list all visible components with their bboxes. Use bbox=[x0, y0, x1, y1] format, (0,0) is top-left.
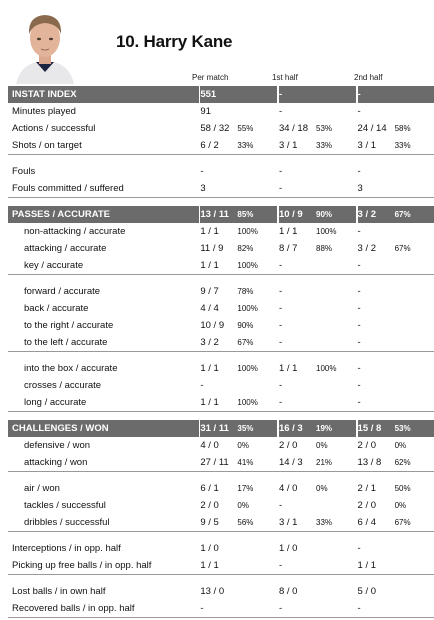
player-header bbox=[0, 0, 434, 88]
stat-label: into the box / accurate bbox=[24, 363, 118, 374]
second-half-percent bbox=[395, 163, 434, 180]
second-half-percent: 50% bbox=[394, 484, 411, 493]
first-half-percent bbox=[316, 103, 356, 120]
stat-label: INSTAT INDEX bbox=[8, 86, 199, 103]
per-match-percent: 100% bbox=[237, 394, 277, 412]
stat-row bbox=[8, 103, 434, 120]
spacer-cell bbox=[8, 412, 434, 421]
first-half-percent bbox=[316, 334, 356, 352]
per-match-value: 1 / 1 bbox=[200, 363, 219, 374]
stat-label: PASSES / ACCURATE bbox=[8, 206, 199, 223]
spacer-row bbox=[8, 532, 434, 541]
per-match-value: - bbox=[200, 600, 237, 618]
second-half-value: - bbox=[358, 86, 395, 103]
stat-label: long / accurate bbox=[8, 394, 199, 412]
per-match-percent: 100% bbox=[237, 364, 258, 373]
second-half-percent: 67% bbox=[395, 206, 434, 223]
spacer-row bbox=[8, 198, 434, 207]
first-half-value: - bbox=[278, 500, 283, 511]
stat-label: Lost balls / in own half bbox=[12, 586, 106, 597]
spacer-cell bbox=[8, 275, 434, 284]
first-half-percent bbox=[316, 600, 356, 618]
second-half-value: 1 / 1 bbox=[358, 557, 395, 575]
stat-label: key / accurate bbox=[8, 257, 199, 275]
per-match-percent: 35% bbox=[237, 420, 277, 437]
stat-row bbox=[8, 334, 434, 352]
per-match-percent: 55% bbox=[237, 124, 254, 133]
second-half-percent bbox=[395, 377, 434, 394]
column-header-1st-half: 1st half bbox=[272, 73, 298, 82]
per-match-value: 3 bbox=[200, 180, 237, 198]
per-match-value: 1 / 1 bbox=[200, 257, 237, 275]
second-half-value: 5 / 0 bbox=[357, 586, 377, 597]
per-match-percent bbox=[237, 163, 277, 180]
stat-row bbox=[8, 223, 434, 240]
first-half-percent: 0% bbox=[316, 441, 328, 450]
stat-row bbox=[8, 317, 434, 334]
stat-row bbox=[8, 540, 434, 557]
per-match-percent bbox=[237, 377, 277, 394]
stat-label: Fouls committed / suffered bbox=[8, 180, 199, 198]
first-half-percent: 33% bbox=[316, 514, 356, 532]
per-match-value: 10 / 9 bbox=[200, 320, 225, 331]
per-match-percent: 56% bbox=[237, 514, 277, 532]
section-header-row bbox=[8, 86, 434, 103]
spacer-cell bbox=[8, 155, 434, 164]
first-half-percent: 90% bbox=[316, 206, 356, 223]
first-half-percent: 21% bbox=[316, 454, 356, 472]
column-header-2nd-half: 2nd half bbox=[354, 73, 383, 82]
second-half-percent bbox=[395, 540, 434, 557]
second-half-percent bbox=[395, 86, 434, 103]
second-half-value: 15 / 8 bbox=[358, 420, 395, 437]
per-match-value: 1 / 1 bbox=[200, 557, 237, 575]
first-half-value: 2 / 0 bbox=[278, 440, 298, 451]
first-half-percent: 0% bbox=[316, 484, 328, 493]
stat-label: to the right / accurate bbox=[24, 320, 114, 331]
per-match-value: 4 / 4 bbox=[200, 303, 219, 314]
first-half-value: - bbox=[278, 286, 283, 297]
first-half-value: 1 / 0 bbox=[278, 543, 298, 554]
second-half-value: 3 / 1 bbox=[358, 137, 395, 155]
second-half-value: 2 / 0 bbox=[357, 500, 377, 511]
spacer-row bbox=[8, 412, 434, 421]
second-half-percent bbox=[395, 223, 434, 240]
stat-row bbox=[8, 514, 434, 532]
per-match-percent: 100% bbox=[237, 257, 277, 275]
spacer-cell bbox=[8, 198, 434, 207]
per-match-percent bbox=[237, 180, 277, 198]
second-half-percent bbox=[395, 180, 434, 198]
stat-label: defensive / won bbox=[24, 440, 91, 451]
second-half-value: - bbox=[357, 380, 361, 391]
per-match-value: 3 / 2 bbox=[200, 334, 237, 352]
first-half-percent bbox=[316, 583, 356, 600]
first-half-value: - bbox=[278, 166, 283, 177]
second-half-value: 13 / 8 bbox=[358, 454, 395, 472]
stat-row bbox=[8, 557, 434, 575]
first-half-value: 1 / 1 bbox=[278, 226, 298, 237]
second-half-percent: 0% bbox=[394, 501, 407, 510]
spacer-cell bbox=[8, 575, 434, 584]
first-half-value: 34 / 18 bbox=[278, 123, 308, 134]
per-match-percent bbox=[237, 583, 277, 600]
per-match-value: 2 / 0 bbox=[200, 500, 219, 511]
first-half-value: - bbox=[279, 394, 316, 412]
spacer-row bbox=[8, 472, 434, 481]
first-half-percent bbox=[316, 377, 356, 394]
second-half-value: 3 / 2 bbox=[357, 243, 377, 254]
stat-label: dribbles / successful bbox=[8, 514, 199, 532]
first-half-value: - bbox=[279, 557, 316, 575]
second-half-percent bbox=[395, 583, 434, 600]
spacer-row bbox=[8, 352, 434, 361]
per-match-percent bbox=[237, 86, 277, 103]
stat-label: Shots / on target bbox=[8, 137, 199, 155]
per-match-percent: 78% bbox=[237, 287, 254, 296]
second-half-value: - bbox=[357, 286, 361, 297]
first-half-value: 8 / 0 bbox=[278, 586, 298, 597]
player-photo bbox=[14, 6, 76, 84]
first-half-value: 16 / 3 bbox=[279, 420, 316, 437]
first-half-value: - bbox=[278, 380, 283, 391]
first-half-percent bbox=[316, 283, 356, 300]
second-half-percent: 33% bbox=[395, 137, 434, 155]
per-match-value: 31 / 11 bbox=[200, 420, 237, 437]
first-half-value: 3 / 1 bbox=[279, 514, 316, 532]
stat-label: crosses / accurate bbox=[24, 380, 102, 391]
per-match-value: 9 / 7 bbox=[200, 286, 219, 297]
first-half-percent: 53% bbox=[316, 124, 333, 133]
stat-label: attacking / accurate bbox=[24, 243, 107, 254]
column-header-per-match: Per match bbox=[192, 73, 229, 82]
first-half-percent: 100% bbox=[316, 364, 337, 373]
stat-row bbox=[8, 163, 434, 180]
stat-label: attacking / won bbox=[8, 454, 199, 472]
stat-row bbox=[8, 497, 434, 514]
second-half-value: 2 / 0 bbox=[357, 440, 377, 451]
second-half-value: - bbox=[358, 334, 395, 352]
stat-row bbox=[8, 583, 434, 600]
per-match-value: 58 / 32 bbox=[200, 123, 230, 134]
second-half-value: - bbox=[358, 600, 395, 618]
second-half-percent: 67% bbox=[395, 514, 434, 532]
stat-row bbox=[8, 360, 434, 377]
stats-table bbox=[8, 86, 434, 618]
second-half-percent: 53% bbox=[395, 420, 434, 437]
first-half-percent bbox=[316, 300, 356, 317]
first-half-value: 3 / 1 bbox=[279, 137, 316, 155]
second-half-value: 3 / 2 bbox=[358, 206, 395, 223]
stat-label: back / accurate bbox=[24, 303, 89, 314]
per-match-value: 11 / 9 bbox=[200, 243, 224, 254]
second-half-value: 2 / 1 bbox=[357, 483, 377, 494]
per-match-value: 1 / 0 bbox=[200, 543, 219, 554]
per-match-value: 551 bbox=[200, 86, 237, 103]
per-match-percent bbox=[237, 557, 277, 575]
per-match-value: 91 bbox=[200, 106, 211, 117]
per-match-value: 6 / 2 bbox=[200, 137, 237, 155]
per-match-percent: 90% bbox=[237, 321, 254, 330]
first-half-value: - bbox=[278, 320, 283, 331]
per-match-value: 27 / 11 bbox=[200, 454, 237, 472]
spacer-cell bbox=[8, 472, 434, 481]
second-half-value: 24 / 14 bbox=[357, 123, 387, 134]
second-half-value: 3 bbox=[358, 180, 395, 198]
second-half-percent bbox=[395, 257, 434, 275]
second-half-percent: 0% bbox=[394, 441, 407, 450]
first-half-value: - bbox=[278, 303, 283, 314]
section-header-row bbox=[8, 206, 434, 223]
per-match-value: - bbox=[200, 166, 204, 177]
per-match-value: 6 / 1 bbox=[200, 483, 219, 494]
first-half-percent bbox=[316, 394, 356, 412]
stat-row bbox=[8, 454, 434, 472]
first-half-value: 4 / 0 bbox=[278, 483, 298, 494]
second-half-value: - bbox=[357, 166, 361, 177]
stat-label: Picking up free balls / in opp. half bbox=[8, 557, 199, 575]
per-match-value: - bbox=[200, 380, 204, 391]
stat-row bbox=[8, 283, 434, 300]
first-half-percent bbox=[316, 86, 356, 103]
first-half-percent: 88% bbox=[316, 244, 333, 253]
second-half-value: - bbox=[357, 320, 361, 331]
stat-row bbox=[8, 180, 434, 198]
first-half-percent: 33% bbox=[316, 137, 356, 155]
per-match-percent: 0% bbox=[237, 441, 249, 450]
stat-label: to the left / accurate bbox=[8, 334, 199, 352]
second-half-value: - bbox=[357, 303, 361, 314]
stat-row bbox=[8, 437, 434, 454]
second-half-percent bbox=[395, 360, 434, 377]
second-half-value: - bbox=[357, 363, 361, 374]
per-match-percent bbox=[237, 103, 277, 120]
first-half-percent bbox=[316, 317, 356, 334]
second-half-percent bbox=[395, 600, 434, 618]
stat-row bbox=[8, 120, 434, 137]
first-half-value: - bbox=[279, 86, 316, 103]
per-match-value: 9 / 5 bbox=[200, 514, 237, 532]
second-half-value: - bbox=[358, 257, 395, 275]
first-half-value: 14 / 3 bbox=[279, 454, 316, 472]
per-match-percent bbox=[237, 540, 277, 557]
second-half-percent bbox=[395, 394, 434, 412]
first-half-percent: 100% bbox=[316, 227, 337, 236]
per-match-percent: 100% bbox=[237, 227, 258, 236]
first-half-percent: 19% bbox=[316, 420, 356, 437]
stat-row bbox=[8, 240, 434, 257]
second-half-percent bbox=[395, 317, 434, 334]
stat-label: non-attacking / accurate bbox=[24, 226, 126, 237]
stat-label: CHALLENGES / WON bbox=[8, 420, 199, 437]
player-name: 10. Harry Kane bbox=[116, 32, 233, 51]
second-half-percent bbox=[395, 334, 434, 352]
first-half-percent bbox=[316, 497, 356, 514]
stat-label: Minutes played bbox=[12, 106, 76, 117]
second-half-percent: 62% bbox=[395, 454, 434, 472]
stat-row bbox=[8, 480, 434, 497]
stat-row bbox=[8, 257, 434, 275]
per-match-value: 4 / 0 bbox=[200, 440, 219, 451]
second-half-value: - bbox=[357, 106, 361, 117]
per-match-value: 13 / 11 bbox=[200, 206, 237, 223]
stat-label: Actions / successful bbox=[12, 123, 96, 134]
second-half-percent bbox=[395, 300, 434, 317]
first-half-percent bbox=[316, 180, 356, 198]
per-match-percent: 0% bbox=[237, 501, 249, 510]
second-half-value: - bbox=[357, 226, 361, 237]
stat-label: Recovered balls / in opp. half bbox=[8, 600, 199, 618]
first-half-percent bbox=[316, 257, 356, 275]
first-half-value: 1 / 1 bbox=[278, 363, 298, 374]
per-match-percent: 82% bbox=[237, 244, 254, 253]
per-match-percent bbox=[237, 600, 277, 618]
first-half-percent bbox=[316, 557, 356, 575]
second-half-percent: 58% bbox=[394, 124, 411, 133]
first-half-value: 10 / 9 bbox=[279, 206, 316, 223]
section-header-row bbox=[8, 420, 434, 437]
spacer-row bbox=[8, 575, 434, 584]
stat-label: tackles / successful bbox=[24, 500, 106, 511]
per-match-value: 13 / 0 bbox=[200, 586, 225, 597]
stat-row bbox=[8, 137, 434, 155]
second-half-value: - bbox=[358, 394, 395, 412]
per-match-percent: 33% bbox=[237, 137, 277, 155]
second-half-value: 6 / 4 bbox=[358, 514, 395, 532]
second-half-percent bbox=[395, 557, 434, 575]
per-match-percent: 67% bbox=[237, 334, 277, 352]
second-half-percent bbox=[395, 103, 434, 120]
stat-label: air / won bbox=[24, 483, 60, 494]
per-match-percent: 17% bbox=[237, 484, 254, 493]
first-half-percent bbox=[316, 163, 356, 180]
stat-row bbox=[8, 394, 434, 412]
first-half-value: - bbox=[279, 180, 316, 198]
spacer-row bbox=[8, 275, 434, 284]
stat-row bbox=[8, 300, 434, 317]
stat-row bbox=[8, 377, 434, 394]
second-half-value: - bbox=[357, 543, 361, 554]
per-match-percent: 100% bbox=[237, 304, 258, 313]
per-match-percent: 41% bbox=[237, 454, 277, 472]
first-half-percent bbox=[316, 540, 356, 557]
first-half-value: - bbox=[279, 257, 316, 275]
first-half-value: - bbox=[278, 106, 283, 117]
per-match-value: 1 / 1 bbox=[200, 394, 237, 412]
spacer-row bbox=[8, 155, 434, 164]
first-half-value: - bbox=[279, 600, 316, 618]
spacer-cell bbox=[8, 352, 434, 361]
spacer-cell bbox=[8, 532, 434, 541]
second-half-percent: 67% bbox=[394, 244, 411, 253]
first-half-value: 8 / 7 bbox=[278, 243, 298, 254]
second-half-percent bbox=[395, 283, 434, 300]
per-match-percent: 85% bbox=[237, 206, 277, 223]
stat-label: Interceptions / in opp. half bbox=[12, 543, 121, 554]
stat-label: Fouls bbox=[12, 166, 36, 177]
stat-row bbox=[8, 600, 434, 618]
per-match-value: 1 / 1 bbox=[200, 226, 219, 237]
stat-label: forward / accurate bbox=[24, 286, 101, 297]
first-half-value: - bbox=[279, 334, 316, 352]
